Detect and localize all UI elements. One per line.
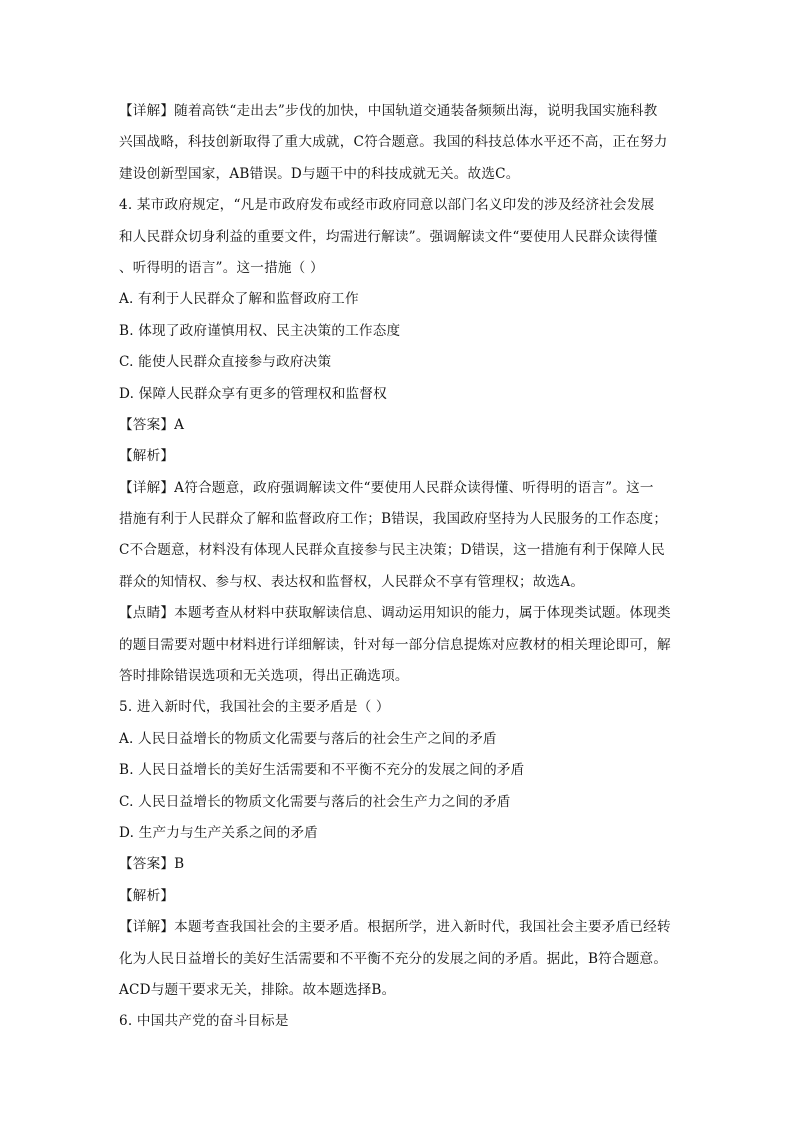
text-line: 建设创新型国家，AB错误。D与题干中的科技成就无关。故选C。 (119, 165, 520, 182)
text-line: 化为人民日益增长的美好生活需要和不平衡不充分的发展之间的矛盾。据此，B符合题意。 (119, 950, 668, 967)
option-d: D. 生产力与生产关系之间的矛盾 (119, 824, 318, 841)
option-b: B. 体现了政府谨慎用权、民主决策的工作态度 (119, 322, 401, 339)
question-4-stem: 4. 某市政府规定，“凡是市政府发布或经市政府同意以部门名义印发的涉及经济社会发展 (119, 197, 655, 214)
option-c: C. 能使人民群众直接参与政府决策 (119, 354, 332, 371)
text-line: ACD与题干要求无关，排除。故本题选择B。 (119, 981, 396, 998)
text-line: 【详解】本题考查我国社会的主要矛盾。根据所学，进入新时代，我国社会主要矛盾已经转 (119, 919, 671, 936)
analysis-label: 【解析】 (119, 448, 175, 465)
answer-label: 【答案】A (119, 416, 185, 433)
option-b: B. 人民日益增长的美好生活需要和不平衡不充分的发展之间的矛盾 (119, 762, 525, 779)
question-5-stem: 5. 进入新时代，我国社会的主要矛盾是（ ） (119, 699, 390, 716)
text-line: 答时排除错误选项和无关选项，得出正确选项。 (119, 668, 409, 685)
text-line: 兴国战略，科技创新取得了重大成就，C符合题意。我国的科技总体水平还不高，正在努力 (119, 134, 668, 151)
text-line: 措施有利于人民群众了解和监督政府工作；B错误，我国政府坚持为人民服务的工作态度； (119, 511, 668, 528)
option-c: C. 人民日益增长的物质文化需要与落后的社会生产力之间的矛盾 (119, 793, 511, 810)
analysis-label: 【解析】 (119, 887, 175, 904)
option-a: A. 有利于人民群众了解和监督政府工作 (119, 291, 359, 308)
text-line: 【点睛】本题考查从材料中获取解读信息、调动运用知识的能力，属于体现类试题。体现类 (119, 605, 671, 622)
text-line: 和人民群众切身利益的重要文件，均需进行解读”。强调解读文件“要使用人民群众读得懂 (119, 228, 658, 245)
option-a: A. 人民日益增长的物质文化需要与落后的社会生产之间的矛盾 (119, 730, 497, 747)
question-6-stem: 6. 中国共产党的奋斗目标是 (119, 1013, 289, 1030)
option-d: D. 保障人民群众享有更多的管理权和监督权 (119, 385, 387, 402)
text-line: 、听得明的语言”。这一措施（ ） (119, 259, 324, 276)
text-line: 【详解】A符合题意，政府强调解读文件“要使用人民群众读得懂、听得明的语言”。这一 (119, 479, 654, 496)
document-page (119, 96, 679, 1038)
text-line: C不合题意，材料没有体现人民群众直接参与民主决策；D错误，这一措施有利于保障人民 (119, 542, 665, 559)
text-line: 群众的知情权、参与权、表达权和监督权，人民群众不享有管理权；故选A。 (119, 573, 585, 590)
answer-label: 【答案】B (119, 856, 185, 873)
text-line: 的题目需要对题中材料进行详细解读，针对每一部分信息提炼对应教材的相关理论即可，解 (119, 636, 671, 653)
text-line: 【详解】随着高铁“走出去”步伐的加快，中国轨道交通装备频频出海，说明我国实施科教 (119, 103, 658, 119)
